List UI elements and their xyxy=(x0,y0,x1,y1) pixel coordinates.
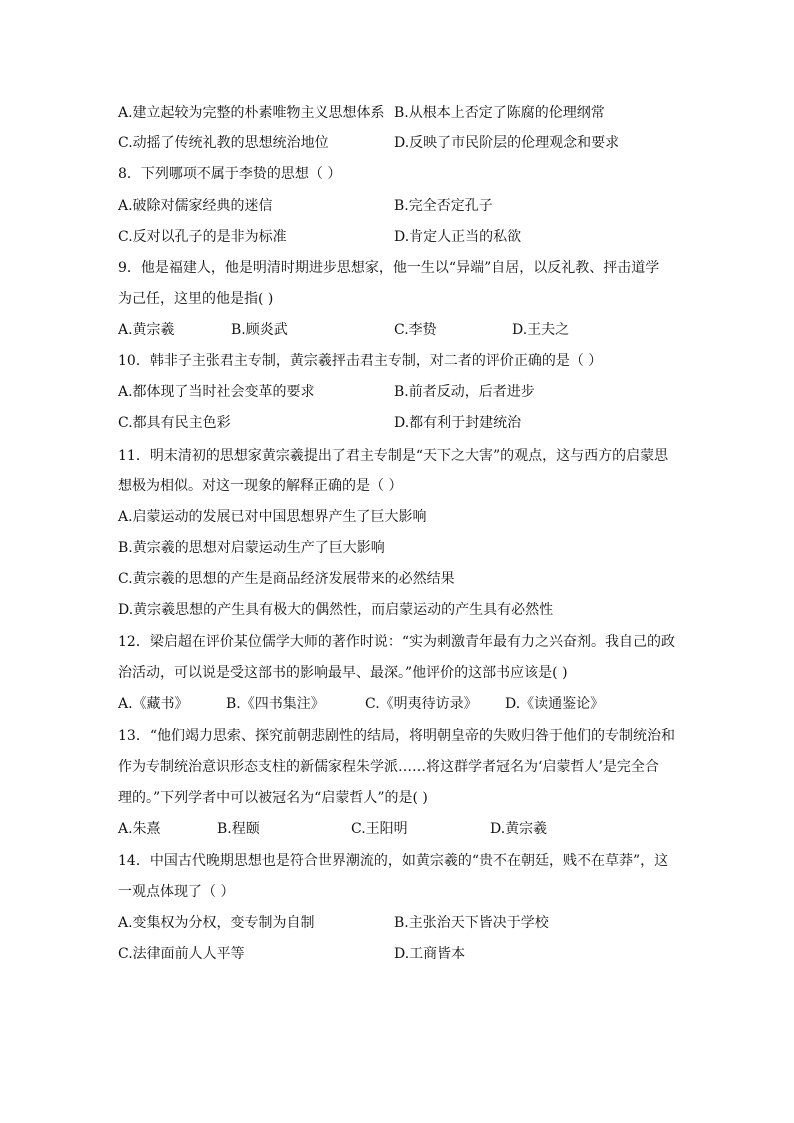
q13-stem-line-3: 理的。”下列学者中可以被冠名为“启蒙哲人”的是( ) xyxy=(118,790,428,806)
q13-option-d[interactable]: D.黄宗羲 xyxy=(490,821,548,837)
q11-option-a[interactable]: A.启蒙运动的发展已对中国思想界产生了巨大影响 xyxy=(118,509,427,525)
q9-option-c[interactable]: C.李贽 xyxy=(394,322,437,338)
q13-option-a[interactable]: A.朱熹 xyxy=(118,821,161,837)
q8-option-b[interactable]: B.完全否定孔子 xyxy=(394,198,493,214)
q11-option-d[interactable]: D.黄宗羲思想的产生具有极大的偶然性，而启蒙运动的产生具有必然性 xyxy=(118,602,554,618)
q11-stem-line-1: 11．明末清初的思想家黄宗羲提出了君主专制是“天下之大害”的观点，这与西方的启蒙思 xyxy=(118,448,669,464)
q8-option-c[interactable]: C.反对以孔子的是非为标准 xyxy=(118,229,287,245)
q13-option-c[interactable]: C.王阳明 xyxy=(351,821,408,837)
q9-option-d[interactable]: D.王夫之 xyxy=(512,322,570,338)
q9-stem-line-2: 为己任，这里的他是指( ) xyxy=(118,291,274,307)
q13-option-b[interactable]: B.程颐 xyxy=(217,821,260,837)
q12-stem-line-1: 12．梁启超在评价某位儒学大师的著作时说：“实为刺激青年最有力之兴奋剂。我自己的政 xyxy=(118,634,675,650)
q10-option-d[interactable]: D.都有利于封建统治 xyxy=(394,415,522,431)
q13-stem-line-2: 作为专制统治意识形态支柱的新儒家程朱学派……将这群学者冠名为‘启蒙哲人’是完全合 xyxy=(118,759,659,775)
q7-option-d[interactable]: D.反映了市民阶层的伦理观念和要求 xyxy=(394,135,620,151)
q9-option-a[interactable]: A.黄宗羲 xyxy=(118,322,175,338)
q7-option-c[interactable]: C.动摇了传统礼教的思想统治地位 xyxy=(118,135,329,151)
q14-option-d[interactable]: D.工商皆本 xyxy=(394,946,466,962)
q11-option-c[interactable]: C.黄宗羲的思想的产生是商品经济发展带来的必然结果 xyxy=(118,571,455,587)
q13-stem-line-1: 13．“他们竭力思索、探究前朝悲剧性的结局，将明朝皇帝的失败归咎于他们的专制统治和 xyxy=(118,728,675,744)
q7-option-b[interactable]: B.从根本上否定了陈腐的伦理纲常 xyxy=(394,105,605,121)
q8-option-a[interactable]: A.破除对儒家经典的迷信 xyxy=(118,198,273,214)
q9-option-b[interactable]: B.顾炎武 xyxy=(231,322,288,338)
q10-option-b[interactable]: B.前者反动，后者进步 xyxy=(394,384,535,400)
q14-option-c[interactable]: C.法律面前人人平等 xyxy=(118,946,245,962)
q12-option-a[interactable]: A.《藏书》 xyxy=(118,696,189,712)
q12-option-c[interactable]: C.《明夷待访录》 xyxy=(365,696,478,712)
q12-stem-line-2: 治活动，可以说是受这部书的影响最早、最深。”他评价的这部书应该是( ) xyxy=(118,665,568,681)
q12-option-d[interactable]: D.《读通鉴论》 xyxy=(505,696,605,712)
q9-stem-line-1: 9．他是福建人，他是明清时期进步思想家，他一生以“异端”自居，以反礼教、抨击道学 xyxy=(118,260,660,276)
q14-stem-line-1: 14．中国古代晚期思想也是符合世界潮流的，如黄宗羲的“贵不在朝廷，贱不在草莽”，这 xyxy=(118,853,669,869)
q11-stem-line-2: 想极为相似。对这一现象的解释正确的是（ ） xyxy=(118,478,403,494)
q14-option-a[interactable]: A.变集权为分权，变专制为自制 xyxy=(118,915,315,931)
q10-option-a[interactable]: A.都体现了当时社会变革的要求 xyxy=(118,384,315,400)
q14-option-b[interactable]: B.主张治天下皆决于学校 xyxy=(394,915,549,931)
q7-option-a[interactable]: A.建立起较为完整的朴素唯物主义思想体系 xyxy=(118,105,385,121)
q10-option-c[interactable]: C.都具有民主色彩 xyxy=(118,415,231,431)
q11-option-b[interactable]: B.黄宗羲的思想对启蒙运动生产了巨大影响 xyxy=(118,540,385,556)
q12-option-b[interactable]: B.《四书集注》 xyxy=(226,696,325,712)
q8-option-d[interactable]: D.肯定人正当的私欲 xyxy=(394,229,522,245)
q10-stem: 10．韩非子主张君主专制，黄宗羲抨击君主专制，对二者的评价正确的是（ ） xyxy=(118,353,603,369)
q14-stem-line-2: 一观点体现了（ ） xyxy=(118,884,235,900)
q8-stem: 8．下列哪项不属于李贽的思想（ ） xyxy=(118,166,342,182)
